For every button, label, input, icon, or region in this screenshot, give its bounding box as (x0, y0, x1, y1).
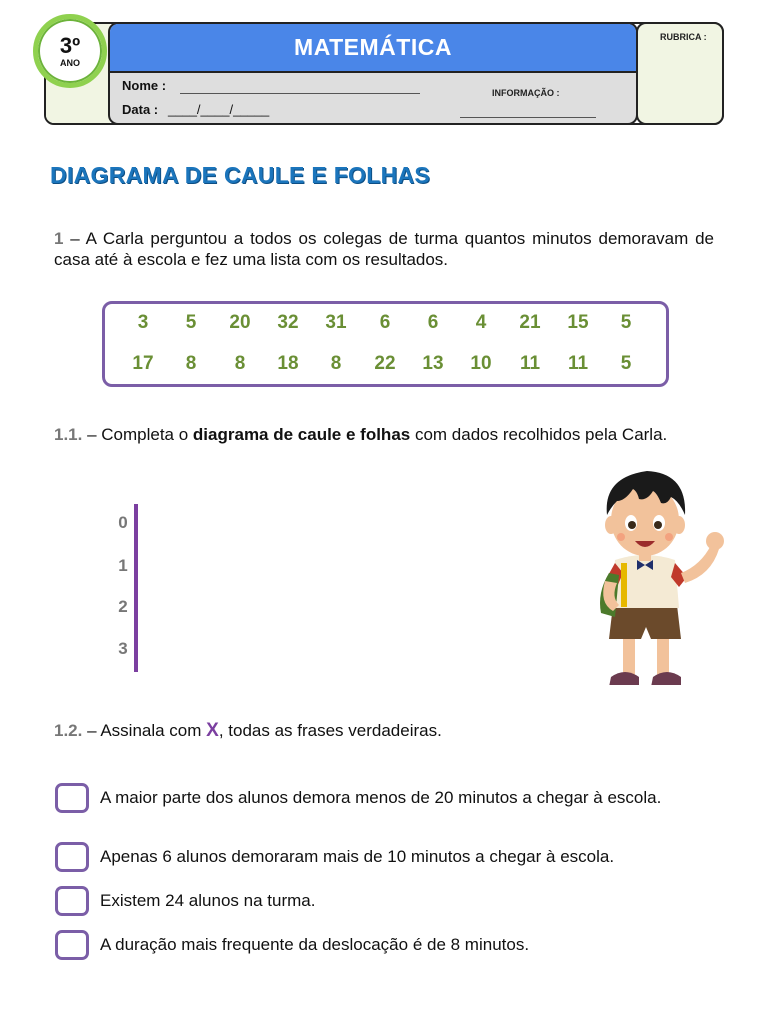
data-value: 6 (427, 312, 439, 333)
stem-3: 3 (118, 639, 128, 658)
grade-sub: ANO (60, 57, 80, 68)
data-value: 5 (185, 312, 197, 333)
data-value: 17 (132, 353, 154, 374)
question-1-2-text-post: , todas as frases verdadeiras. (218, 721, 442, 740)
data-value: 22 (374, 353, 396, 374)
statement-checkbox-2[interactable] (55, 842, 89, 872)
statement-2: Apenas 6 alunos demoraram mais de 10 minutos a chegar à escola. (100, 847, 615, 866)
question-1-1-text-bold: diagrama de caule e folhas (192, 425, 411, 444)
question-1-1-number: 1.1. (54, 425, 83, 444)
data-value: 11 (519, 353, 541, 374)
x-mark: X (206, 720, 219, 741)
date-label: Data : (122, 102, 159, 117)
name-label: Nome : (122, 78, 167, 93)
question-1-2-number: 1.2. (54, 721, 83, 740)
subject-bar (110, 24, 636, 73)
data-value: 4 (475, 312, 487, 333)
question-1-2 (54, 720, 714, 741)
statement-checkbox-3[interactable] (55, 886, 89, 916)
stem-0: 0 (118, 513, 128, 532)
data-value: 3 (137, 312, 149, 333)
stem-1: 1 (118, 556, 128, 575)
statement-4: A duração mais frequente da deslocação é de 8 minutos. (100, 935, 530, 954)
data-value: 8 (234, 353, 246, 374)
grade-number: 3º (59, 32, 81, 58)
question-1-text: – A Carla perguntou a todos os colegas de turma quantos minutos demoravam de casa até à escola e fez uma lista com os resultados. (54, 229, 714, 269)
data-value: 5 (620, 312, 632, 333)
data-value: 21 (519, 312, 541, 333)
subject-title: MATEMÁTICA (294, 34, 452, 60)
name-field[interactable] (180, 93, 420, 94)
data-value: 11 (567, 353, 589, 374)
data-value: 15 (567, 312, 589, 333)
data-value: 31 (325, 312, 347, 333)
question-1-2-text-pre: – Assinala com (82, 721, 207, 740)
statement-checkbox-1[interactable] (55, 783, 89, 813)
stem-leaf-divider (134, 504, 138, 672)
info-label: INFORMAÇÃO : (492, 88, 560, 98)
rubrica-box[interactable] (636, 22, 724, 125)
statement-1: A maior parte dos alunos demora menos de 20 minutos a chegar à escola. (100, 788, 662, 807)
question-1-1-text-pre: – Completa o (82, 425, 193, 444)
statement-checkbox-4[interactable] (55, 930, 89, 960)
page-title: DIAGRAMA DE CAULE E FOLHAS (50, 162, 431, 188)
data-value: 10 (470, 353, 492, 374)
data-value: 6 (379, 312, 391, 333)
boy-illustration (585, 465, 730, 705)
info-field[interactable] (460, 117, 596, 118)
leaf-area[interactable] (145, 505, 545, 673)
question-1-1-text-post: com dados recolhidos pela Carla. (410, 425, 668, 444)
data-value: 5 (620, 353, 632, 374)
data-value: 20 (229, 312, 251, 333)
data-value: 8 (330, 353, 342, 374)
statement-3: Existem 24 alunos na turma. (100, 891, 316, 910)
date-field[interactable]: ____/____/_____ (168, 102, 270, 117)
question-1-1 (54, 424, 714, 445)
question-1-number: 1 (54, 229, 64, 248)
stem-2: 2 (118, 597, 128, 616)
data-value: 18 (277, 353, 299, 374)
data-value: 8 (185, 353, 197, 374)
question-1 (54, 228, 714, 270)
grade-badge (33, 14, 107, 88)
data-value: 32 (277, 312, 299, 333)
rubrica-label: RUBRICA : (660, 32, 707, 42)
data-value: 13 (422, 353, 444, 374)
